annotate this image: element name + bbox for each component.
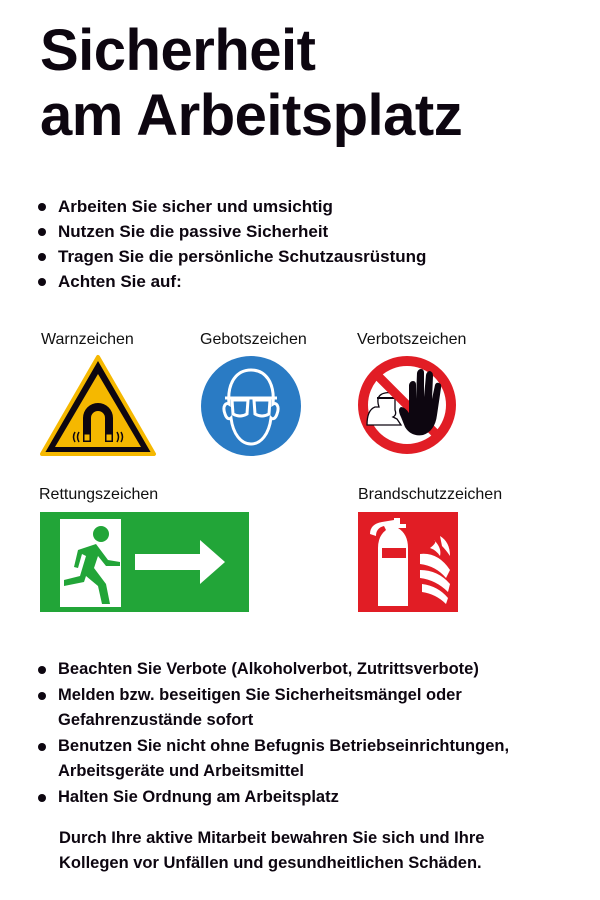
magnetic-field-warning-icon [39, 354, 157, 458]
list-item: Halten Sie Ordnung am Arbeitsplatz [38, 785, 578, 811]
closing-statement [59, 826, 484, 876]
emergency-exit-icon [40, 512, 249, 612]
fire-protection-sign-label: Brandschutzzeichen [358, 486, 503, 503]
closing-line-1: Durch Ihre aktive Mitarbeit bewahren Sie sich und Ihre [59, 829, 485, 847]
title-line-1: Sicherheit [40, 18, 316, 83]
list-item: Nutzen Sie die passive Sicherheit [38, 219, 426, 244]
fire-extinguisher-icon [358, 512, 458, 612]
no-access-hand-icon [357, 355, 457, 455]
intro-bullet-list [38, 194, 426, 294]
list-item: Tragen Sie die persönliche Schutzausrüstung [38, 244, 426, 269]
page-title [40, 18, 462, 148]
list-item: Achten Sie auf: [38, 269, 426, 294]
prohibition-sign-label: Verbotszeichen [357, 331, 467, 348]
list-item: Arbeiten Sie sicher und umsichtig [38, 194, 426, 219]
rules-bullet-list [38, 657, 578, 810]
mandatory-sign-label: Gebotszeichen [200, 331, 307, 348]
list-item: Beachten Sie Verbote (Alkoholverbot, Zutrittsverbote) [38, 657, 578, 683]
rescue-sign-label: Rettungszeichen [39, 486, 159, 503]
closing-line-2: Kollegen vor Unfällen und gesundheitlichen Schäden. [59, 854, 482, 872]
list-item: Melden bzw. beseitigen Sie Sicherheitsmängel oder Gefahrenzustände sofort [38, 683, 508, 734]
warning-sign-label: Warnzeichen [41, 331, 134, 348]
eye-protection-icon [201, 356, 301, 456]
list-item: Benutzen Sie nicht ohne Befugnis Betriebseinrichtungen, Arbeitsgeräte und Arbeitsmittel [38, 734, 578, 785]
title-line-2: am Arbeitsplatz [40, 83, 463, 148]
